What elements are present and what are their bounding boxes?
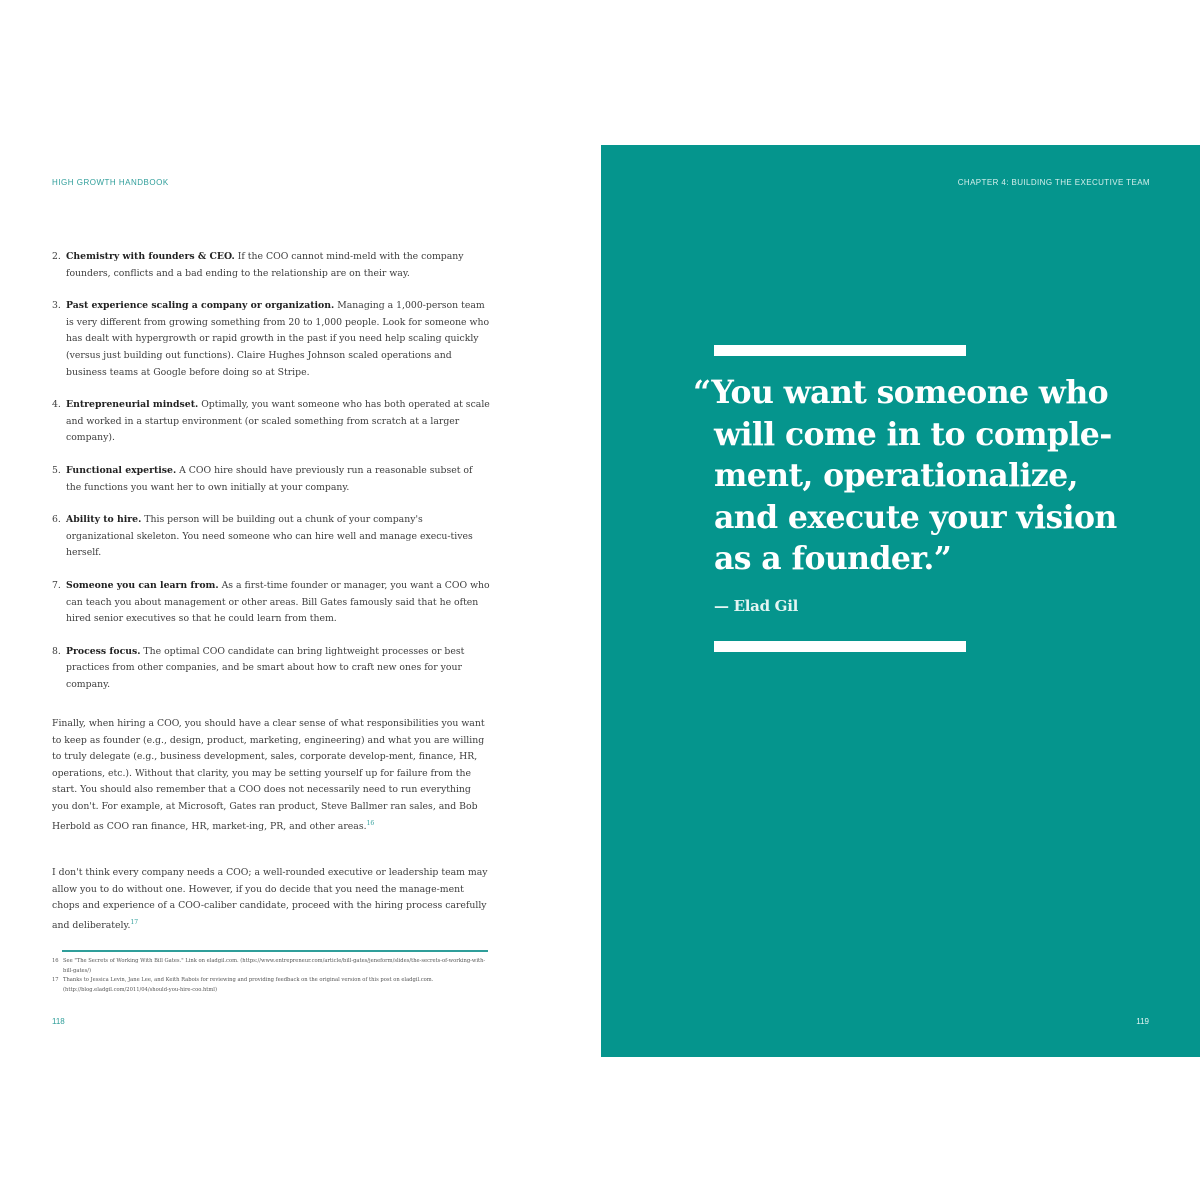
quote-bar-top <box>714 345 966 356</box>
quote-attribution: — Elad Gil <box>714 597 798 615</box>
list-item-number: 8. <box>52 645 61 657</box>
footnotes <box>52 957 488 995</box>
list-item-body <box>66 512 490 562</box>
list-item <box>52 249 490 282</box>
quote-line: as a founder.” <box>714 540 952 577</box>
list-item-number: 6. <box>52 514 61 526</box>
quote-line: will come in to comple- <box>714 415 1112 453</box>
list-item-number: 3. <box>52 300 61 312</box>
list-item <box>52 463 490 496</box>
list-item <box>52 397 490 447</box>
list-item-body <box>66 298 490 381</box>
list-item-term: Process focus. <box>66 645 141 657</box>
list-item-term: Functional expertise. <box>66 464 177 476</box>
list-item-number: 4. <box>52 399 61 411</box>
list-item-text: As a first-time founder or manager, you want a COO who can teach you about management or other areas. Bill Gates famously said that he often hired senior executives so that he could learn from them. <box>66 579 490 625</box>
list-item-body <box>66 578 490 628</box>
list-item-text: Managing a 1,000-person team is very different from growing something from 20 to 1,000 people. Look for someone who has dealt with hypergrowth or rapid growth in the past if you need help scaling quickly (versus just building out functions). Claire Hughes Johnson scaled operations and business teams at Google before doing so at Stripe. <box>66 300 490 378</box>
list-item-term: Ability to hire. <box>66 514 142 526</box>
quote-line: ment, operationalize, <box>714 457 1078 494</box>
list-item-number: 5. <box>52 464 61 476</box>
list-item-text: The optimal COO candidate can bring lightweight processes or best practices from other companies, and be smart about how to craft new ones for your company. <box>66 645 465 690</box>
coo-qualities-list <box>52 249 490 709</box>
list-item <box>52 644 490 694</box>
footnote-text: See "The Secrets of Working With Bill Gates." Link on eladgil.com. (https://www.entrepreneur.com/article/bill-gates/jeneform/slides/the-secrets-of-working-with-bill-gates/) <box>63 958 486 974</box>
list-item-number: 7. <box>52 579 61 591</box>
footnote <box>52 976 488 995</box>
running-head-left: HIGH GROWTH HANDBOOK <box>52 178 169 187</box>
list-item-body <box>66 249 490 282</box>
list-item-body <box>66 463 490 496</box>
list-item-body <box>66 397 490 447</box>
quote-line: “You want someone who <box>693 374 1109 411</box>
quote-line: and execute your vision <box>714 498 1117 536</box>
footnote-divider <box>62 950 488 952</box>
list-item <box>52 512 490 562</box>
right-page <box>601 145 1200 1057</box>
list-item-term: Entrepreneurial mindset. <box>66 399 199 411</box>
page-number-right: 119 <box>1136 1017 1149 1026</box>
list-item <box>52 298 490 381</box>
paragraph-text: Finally, when hiring a COO, you should have a clear sense of what responsibilities you want to keep as founder (e.g., design, product, marketing, engineering) and what you are willing to truly delegate (e.g., business development, sales, corporate develop-ment, finance, HR, operations, etc.). Without that clarity, you may be setting yourself up for failure from the start. You should also remember that a COO does not necessarily need to run everything you don't. For example, at Microsoft, Gates ran product, Steve Ballmer ran sales, and Bob Herbold as COO ran finance, HR, market-ing, PR, and other areas. <box>52 718 485 832</box>
footnote-ref[interactable]: 16 <box>366 819 375 827</box>
list-item-term: Someone you can learn from. <box>66 579 219 591</box>
list-item-number: 2. <box>52 251 61 262</box>
footnote-text: Thanks to Jessica Levin, Jane Lee, and Keith Rabois for reviewing and providing feedback on the original version of this post on eladgil.com. (http://blog.eladgil.com/2011/04/should-you-hire-coo.html) <box>63 977 434 993</box>
list-item-term: Chemistry with founders & CEO. <box>66 251 235 262</box>
footnote <box>52 957 488 976</box>
list-item <box>52 578 490 628</box>
list-item-body <box>66 644 490 694</box>
list-item-text: This person will be building out a chunk of your company's organizational skeleton. You need someone who can hire well and manage execu-tives herself. <box>66 514 473 559</box>
page-number-left: 118 <box>52 1017 65 1026</box>
body-paragraph <box>52 716 490 835</box>
footnote-number: 17 <box>52 977 59 983</box>
footnote-ref[interactable]: 17 <box>130 918 139 926</box>
list-item-text: If the COO cannot mind-meld with the company founders, conflicts and a bad ending to the relationship are on their way. <box>66 251 464 279</box>
running-head-right: CHAPTER 4: BUILDING THE EXECUTIVE TEAM <box>957 178 1150 187</box>
list-item-text: A COO hire should have previously run a reasonable subset of the functions you want her to own initially at your company. <box>66 464 473 493</box>
left-page <box>0 145 600 1057</box>
list-item-term: Past experience scaling a company or organization. <box>66 300 335 312</box>
list-item-text: Optimally, you want someone who has both operated at scale and worked in a startup environment (or scaled something from scratch at a larger company). <box>66 399 490 444</box>
pull-quote <box>693 372 1117 580</box>
paragraph-text: I don't think every company needs a COO; a well-rounded executive or leadership team may allow you to do without one. However, if you do decide that you need the manage-ment chops and experience of a COO-caliber candidate, proceed with the hiring process carefully and deliberately. <box>52 867 488 931</box>
footnote-number: 16 <box>52 958 59 964</box>
body-paragraph <box>52 865 490 934</box>
quote-bar-bottom <box>714 641 966 652</box>
